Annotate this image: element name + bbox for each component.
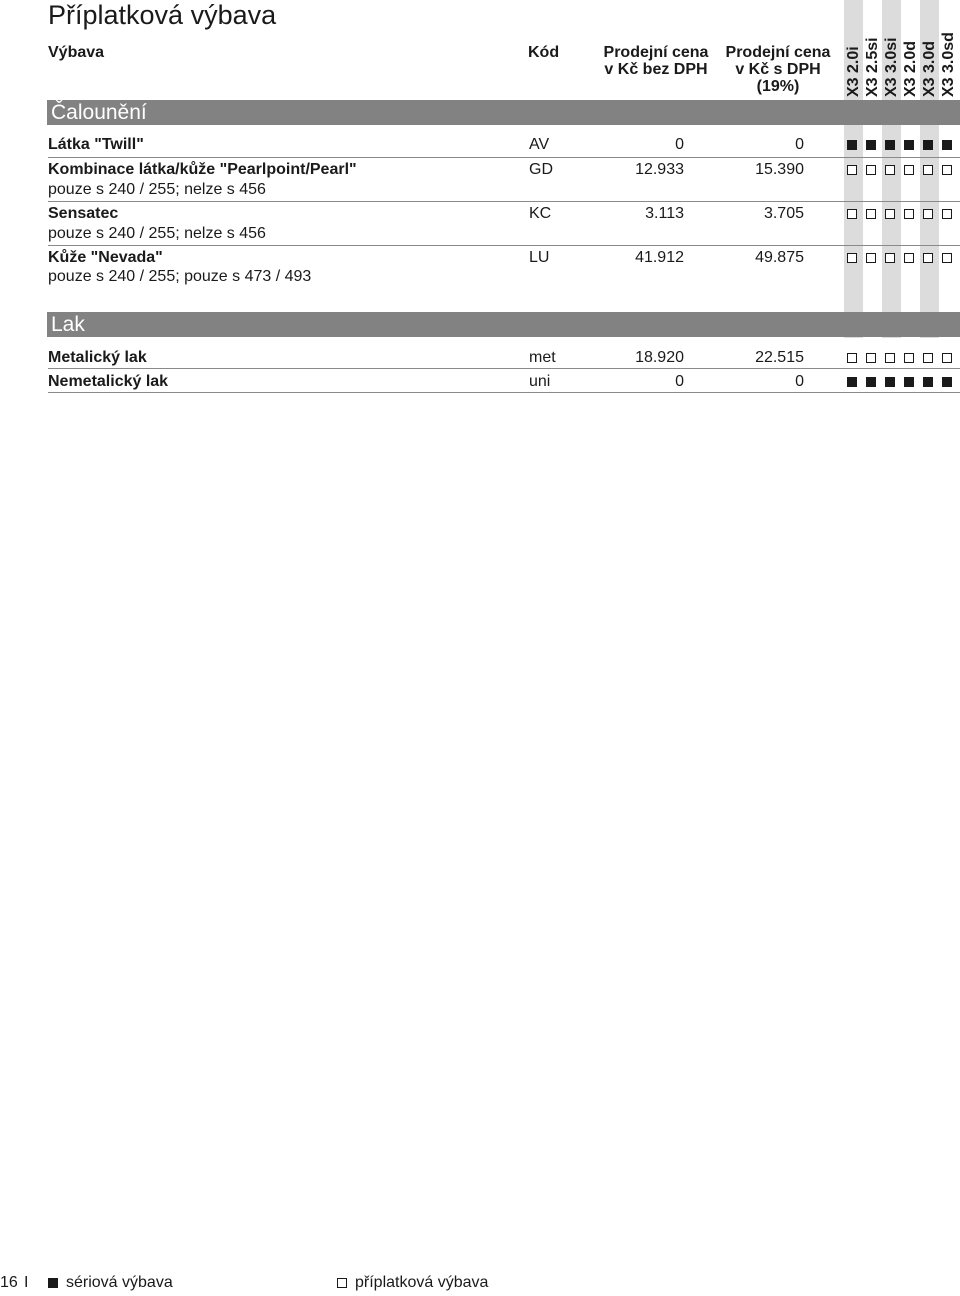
price-gross: 0	[795, 373, 804, 390]
column-header-line: (19%)	[756, 78, 800, 95]
section-header-paint: Lak	[47, 312, 960, 337]
item-name: Látka "Twill"	[48, 136, 144, 153]
optional-equipment-icon	[942, 353, 952, 363]
standard-equipment-icon	[847, 140, 857, 150]
price-gross: 15.390	[755, 161, 804, 178]
row-divider	[48, 392, 960, 393]
standard-equipment-icon	[48, 1278, 58, 1288]
optional-equipment-icon	[866, 253, 876, 263]
row-divider	[48, 368, 960, 369]
standard-equipment-icon	[866, 377, 876, 387]
column-header-line: v Kč bez DPH	[604, 61, 708, 78]
item-code: LU	[529, 249, 550, 266]
item-code: AV	[529, 136, 550, 153]
optional-equipment-icon	[923, 253, 933, 263]
optional-equipment-icon	[942, 253, 952, 263]
standard-equipment-icon	[923, 377, 933, 387]
model-header: X3 3.0si	[883, 37, 900, 97]
page-title: Příplatková výbava	[48, 0, 277, 30]
row-divider	[48, 245, 960, 246]
item-name: Sensatec	[48, 205, 119, 222]
optional-equipment-icon	[847, 353, 857, 363]
item-code: KC	[529, 205, 552, 222]
legend-optional: příplatková výbava	[355, 1274, 489, 1291]
column-header-price-net	[598, 44, 714, 78]
standard-equipment-icon	[885, 140, 895, 150]
optional-equipment-icon	[923, 165, 933, 175]
item-code: met	[529, 349, 556, 366]
item-note: pouze s 240 / 255; nelze s 456	[48, 181, 266, 198]
standard-equipment-icon	[942, 377, 952, 387]
standard-equipment-icon	[885, 377, 895, 387]
item-name: Nemetalický lak	[48, 373, 169, 390]
price-net: 12.933	[635, 161, 684, 178]
price-gross: 22.515	[755, 349, 804, 366]
model-header: X3 2.0d	[902, 40, 919, 97]
standard-equipment-icon	[866, 140, 876, 150]
optional-equipment-icon	[904, 209, 914, 219]
standard-equipment-icon	[942, 140, 952, 150]
section-header-upholstery: Čalounění	[47, 100, 960, 125]
column-header-line: v Kč s DPH	[735, 61, 821, 78]
legend-standard: sériová výbava	[66, 1274, 173, 1291]
model-header: X3 2.5si	[864, 37, 881, 97]
optional-equipment-icon	[885, 353, 895, 363]
column-header-equipment: Výbava	[48, 44, 105, 61]
price-gross: 49.875	[755, 249, 804, 266]
optional-equipment-icon	[885, 253, 895, 263]
row-divider	[48, 157, 960, 158]
optional-equipment-icon	[904, 165, 914, 175]
optional-equipment-icon	[866, 353, 876, 363]
column-header-line: Prodejní cena	[603, 44, 709, 61]
item-name: Kůže "Nevada"	[48, 249, 163, 266]
optional-equipment-icon	[866, 165, 876, 175]
standard-equipment-icon	[904, 377, 914, 387]
price-net: 0	[675, 136, 684, 153]
price-gross: 0	[795, 136, 804, 153]
item-note: pouze s 240 / 255; nelze s 456	[48, 225, 266, 242]
optional-equipment-icon	[885, 165, 895, 175]
price-net: 41.912	[635, 249, 684, 266]
page-number: 16	[0, 1274, 18, 1291]
item-code: GD	[529, 161, 553, 178]
item-name: Metalický lak	[48, 349, 147, 366]
optional-equipment-icon	[923, 353, 933, 363]
model-header: X3 2.0i	[845, 46, 862, 97]
item-name: Kombinace látka/kůže "Pearlpoint/Pearl"	[48, 161, 357, 178]
optional-equipment-icon	[847, 253, 857, 263]
price-net: 0	[675, 373, 684, 390]
row-divider	[48, 201, 960, 202]
optional-equipment-icon	[904, 253, 914, 263]
optional-equipment-icon	[847, 165, 857, 175]
optional-equipment-icon	[942, 209, 952, 219]
column-header-code: Kód	[528, 44, 560, 61]
optional-equipment-icon	[847, 209, 857, 219]
footer-separator: I	[24, 1274, 29, 1291]
column-header-line: Prodejní cena	[725, 44, 831, 61]
column-header-price-gross	[720, 44, 836, 95]
optional-equipment-icon	[923, 209, 933, 219]
standard-equipment-icon	[847, 377, 857, 387]
standard-equipment-icon	[923, 140, 933, 150]
price-net: 3.113	[645, 205, 684, 222]
model-header: X3 3.0sd	[940, 32, 957, 97]
optional-equipment-icon	[866, 209, 876, 219]
item-code: uni	[529, 373, 551, 390]
optional-equipment-icon	[942, 165, 952, 175]
item-note: pouze s 240 / 255; pouze s 473 / 493	[48, 268, 312, 285]
standard-equipment-icon	[904, 140, 914, 150]
model-header: X3 3.0d	[921, 40, 938, 97]
price-net: 18.920	[635, 349, 684, 366]
optional-equipment-icon	[904, 353, 914, 363]
price-gross: 3.705	[763, 205, 804, 222]
optional-equipment-icon	[885, 209, 895, 219]
optional-equipment-icon	[337, 1278, 347, 1288]
